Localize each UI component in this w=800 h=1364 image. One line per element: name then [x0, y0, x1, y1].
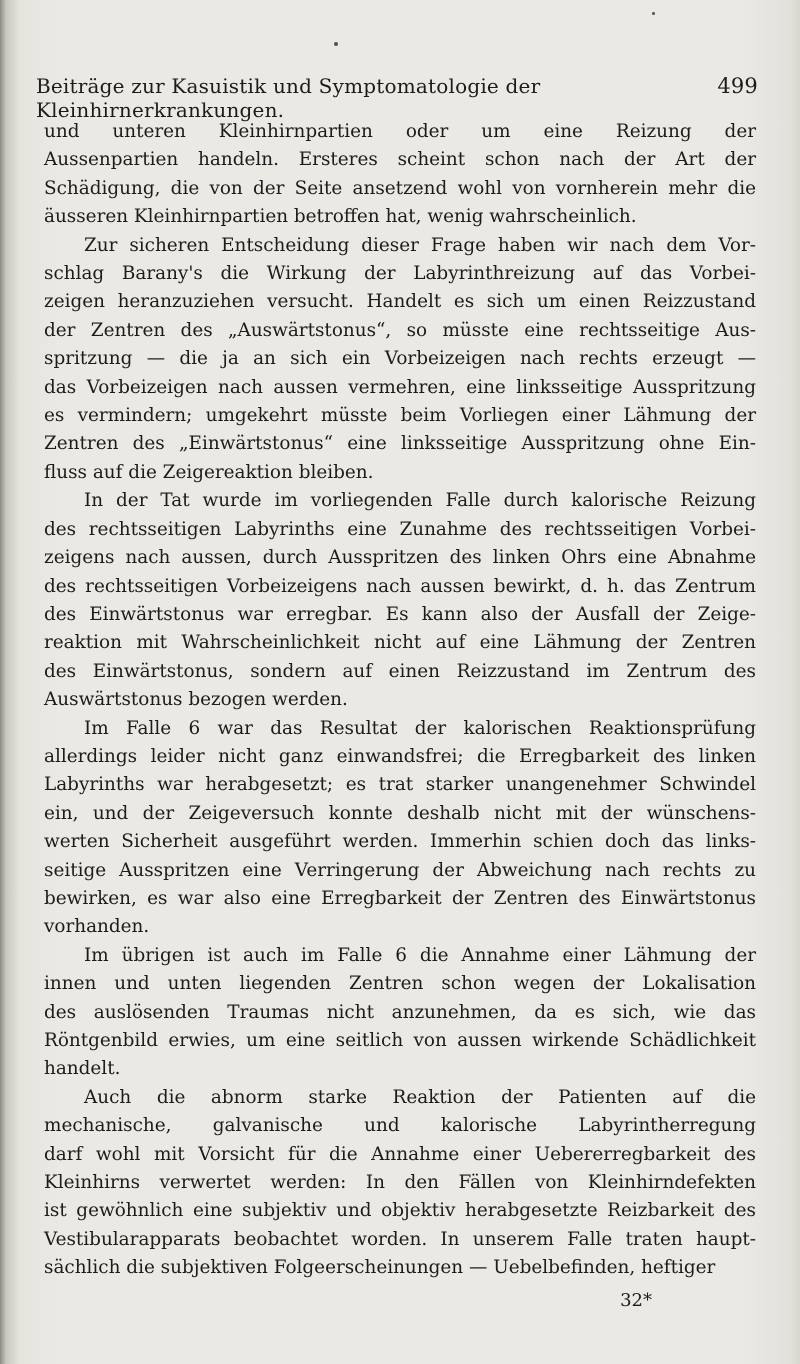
text-line: Kleinhirns verwertet werden: In den Fällen von Kleinhirndefekten [44, 1172, 756, 1194]
text-line: Im Falle 6 war das Resultat der kalorischen Reaktionsprüfung [84, 717, 756, 739]
text-line: des rechtsseitigen Labyrinths eine Zunahme des rechtsseitigen Vorbei- [44, 518, 756, 540]
paragraph [44, 487, 756, 714]
text-line: fluss auf die Zeigereaktion bleiben. [44, 461, 374, 483]
paragraph [44, 118, 756, 232]
text-line: innen und unten liegenden Zentren schon wegen der Lokalisation [44, 973, 756, 995]
running-title: Beiträge zur Kasuistik und Symptomatologie der Kleinhirnerkrankungen. [36, 74, 541, 122]
text-line: Aussenpartien handeln. Ersteres scheint schon nach der Art der [44, 149, 756, 171]
text-line: Auch die abnorm starke Reaktion der Patienten auf die [84, 1086, 756, 1108]
text-line: darf wohl mit Vorsicht für die Annahme einer Uebererregbarkeit des [44, 1143, 756, 1165]
text-line: Röntgenbild erwies, um eine seitlich von aussen wirkende Schädlichkeit [44, 1030, 756, 1051]
text-line: vorhanden. [44, 916, 150, 938]
text-line: handelt. [44, 1058, 121, 1080]
text-line: des rechtsseitigen Vorbeizeigens nach aussen bewirkt, d. h. das Zentrum [44, 575, 756, 597]
text-line: Zentren des „Einwärtstonus“ eine linksseitige Ausspritzung ohne Ein- [44, 433, 756, 455]
text-line: reaktion mit Wahrscheinlichkeit nicht auf eine Lähmung der Zentren [44, 632, 756, 654]
text-line: mechanische, galvanische und kalorische Labyrintherregung [44, 1115, 756, 1137]
text-line: das Vorbeizeigen nach aussen vermehren, eine linksseitige Ausspritzung [44, 376, 756, 398]
text-line: seitige Ausspritzen eine Verringerung der Abweichung nach rechts zu [44, 859, 756, 881]
text-line: Schädigung, die von der Seite ansetzend wohl von vornherein mehr die [44, 177, 756, 199]
text-line: Auswärtstonus bezogen werden. [44, 689, 348, 711]
text-line: Labyrinths war herabgesetzt; es trat starker unangenehmer Schwindel [44, 774, 756, 796]
paragraph [44, 715, 756, 942]
page-number: 499 [717, 74, 758, 98]
text-line: äusseren Kleinhirnpartien betroffen hat, wenig wahrscheinlich. [44, 206, 637, 228]
text-line: werten Sicherheit ausgeführt werden. Immerhin schien doch das links- [44, 831, 756, 853]
text-line: und unteren Kleinhirnpartien oder um eine Reizung der [44, 121, 756, 142]
text-line: spritzung — die ja an sich ein Vorbeizeigen nach rechts erzeugt — [44, 348, 756, 370]
paragraph [44, 232, 756, 488]
text-line: sächlich die subjektiven Folgeerscheinungen — Uebelbefinden, heftiger [44, 1257, 716, 1279]
ink-speck [334, 42, 338, 46]
text-line: des Einwärtstonus war erregbar. Es kann also der Ausfall der Zeige- [44, 603, 756, 625]
text-line: In der Tat wurde im vorliegenden Falle durch kalorische Reizung [84, 490, 756, 512]
text-line: Im übrigen ist auch im Falle 6 die Annahme einer Lähmung der [84, 944, 756, 966]
body-text [44, 118, 756, 1283]
ink-speck [652, 12, 655, 15]
text-line: ein, und der Zeigeversuch konnte deshalb nicht mit der wünschens- [44, 802, 756, 824]
text-line: zeigens nach aussen, durch Ausspritzen des linken Ohrs eine Abnahme [44, 547, 756, 569]
text-line: ist gewöhnlich eine subjektiv und objektiv herabgesetzte Reizbarkeit des [44, 1200, 756, 1222]
text-line: zeigen heranzuziehen versucht. Handelt es sich um einen Reizzustand [44, 291, 756, 313]
text-line: Vestibularapparats beobachtet worden. In unserem Falle traten haupt- [44, 1228, 756, 1250]
text-line: des Einwärtstonus, sondern auf einen Reizzustand im Zentrum des [44, 660, 756, 682]
text-line: es vermindern; umgekehrt müsste beim Vorliegen einer Lähmung der [44, 405, 756, 427]
text-line: Zur sicheren Entscheidung dieser Frage haben wir nach dem Vor- [84, 234, 756, 256]
text-line: bewirken, es war also eine Erregbarkeit der Zentren des Einwärtstonus [44, 887, 756, 909]
paragraph [44, 1084, 756, 1283]
paragraph [44, 942, 756, 1084]
text-line: allerdings leider nicht ganz einwandsfrei; die Erregbarkeit des linken [44, 745, 756, 767]
text-line: der Zentren des „Auswärtstonus“, so müsste eine rechtsseitige Aus- [44, 319, 756, 341]
text-line: des auslösenden Traumas nicht anzunehmen, da es sich, wie das [44, 1001, 756, 1023]
signature-mark: 32* [620, 1290, 652, 1311]
text-line: schlag Barany's die Wirkung der Labyrinthreizung auf das Vorbei- [44, 263, 756, 285]
running-header [36, 74, 758, 122]
